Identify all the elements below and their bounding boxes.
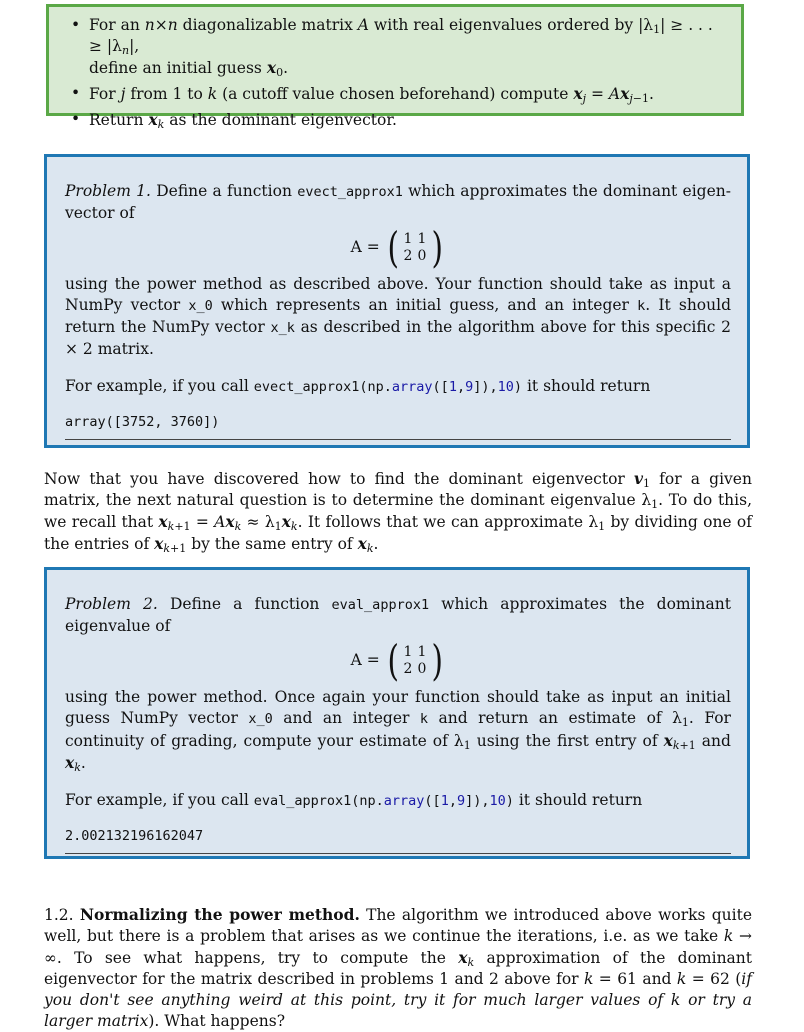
example-output: 2.002132196162047 <box>65 828 204 844</box>
text: . It follows that we can approximate λ <box>297 513 599 531</box>
matrix-entry: 2 <box>403 661 413 677</box>
italic-note: if you don't see anything weird at this point, try it for much larger values of k or try a larger matrix <box>44 970 752 1030</box>
problem-1-description <box>65 274 731 360</box>
function-name: evect_approx1 <box>297 184 403 200</box>
divider <box>65 439 731 440</box>
code: ) <box>513 379 523 395</box>
text: approximation of the dominant eigenvector for the matrix described in problems 1 and 2 above for <box>44 949 753 988</box>
text: The algorithm we introduced above works quite well, but there is a problem that arises as we continue the iterations, i.e. as we take <box>44 906 752 945</box>
text: by dividing one of the entries of <box>44 513 752 553</box>
algorithm-step-1: • For an n×n diagonalizable matrix A with real eigenvalues ordered by $|\lambda_1|$ ≥ . . . ≥ $|\lambda_n|$, define an initial guess $x_0$. <box>71 15 729 79</box>
function-name: eval_approx1 <box>331 597 430 613</box>
text: for a given matrix, the next natural question is to determine the dominant eigenvalue λ <box>44 470 752 509</box>
text: as the dominant eigenvector. <box>169 111 397 129</box>
text: and <box>642 970 672 988</box>
text: using the first entry of <box>476 732 658 750</box>
text: For <box>89 85 116 103</box>
matrix-entry: 0 <box>417 661 427 677</box>
text: . It should return the NumPy vector <box>65 296 732 336</box>
matrix-entry: 1 <box>403 644 413 660</box>
code: , <box>448 793 457 809</box>
problem-2-statement <box>65 594 731 637</box>
problem-2-label: Problem 2. <box>65 595 158 613</box>
code: array <box>383 793 425 809</box>
code: ([ <box>432 379 449 395</box>
code: evect_approx1(np. <box>253 379 392 395</box>
text: Return <box>89 111 144 129</box>
text: |, <box>129 37 140 55</box>
text: which represents an initial guess, and an integer <box>220 296 629 314</box>
matrix-name: A = <box>350 238 380 256</box>
problem-1-example <box>65 376 731 398</box>
problem-1-box <box>44 154 750 448</box>
text: diagonalizable matrix <box>182 16 353 34</box>
code: x_k <box>270 320 295 336</box>
text: with real eigenvalues ordered by |λ <box>373 16 654 34</box>
section-normalizing: 1.2. Normalizing the power method. The algorithm we introduced above works quite well, but there is a problem that arises as we continue the iterations, i.e. as we take k → ∞. To see what happens, try to compute the $x_k$ approximation of the dominant eigenvector for the matrix described in problems 1 and 2 above for k = 61 and k = 62 (if you don't see anything weird at this point, try it for much larger values of k or try a larger matrix). What happens? <box>44 905 753 1030</box>
code: ([ <box>424 793 441 809</box>
code: 10 <box>497 379 514 395</box>
text: define an initial guess <box>89 59 262 77</box>
problem-2-box <box>44 567 750 859</box>
matrix-equation <box>65 636 731 685</box>
problem-1-statement <box>65 181 731 224</box>
code: 9 <box>465 379 474 395</box>
section-number: 1.2. <box>44 906 74 924</box>
code: x_0 <box>248 711 273 727</box>
text: using the power method. Once again your function should take as input an initial guess NumPy vector <box>65 688 731 727</box>
text: by the same entry of <box>191 535 353 553</box>
text: and return an estimate of λ <box>438 709 682 727</box>
code: 1 <box>448 379 457 395</box>
example-call <box>254 793 514 809</box>
example-call <box>254 379 522 395</box>
matrix-entry: 1 <box>417 644 427 660</box>
text: it should return <box>518 791 643 809</box>
code: ]), <box>465 793 490 809</box>
text: as described in the algorithm above for this specific 2 × 2 matrix. <box>65 318 731 358</box>
matrix-entry: 2 <box>403 248 413 264</box>
problem-2-description: using the power method. Once again your function should take as input an initial guess NumPy vector x_0 and an integer k and return an estimate of $\lambda_1$. For continuity of grading, compute your estimate of $\lambda_1$ using the first entry of $x_{k+1}$ and $x_k$. <box>65 688 731 774</box>
algorithm-step-2: • For j from 1 to k (a cutoff value chosen beforehand) compute $x_j = Ax_{j-1}$. <box>71 83 729 105</box>
problem-1-label: Problem 1. <box>65 182 151 200</box>
text: using the power method as described above. Your function should take as input a NumPy vector <box>65 275 731 314</box>
text: it should return <box>526 377 651 395</box>
code: array <box>391 379 433 395</box>
code: x_0 <box>188 298 213 314</box>
text: . To see what happens, try to compute the <box>56 949 446 967</box>
text: For example, if you call <box>65 377 249 395</box>
text: For an <box>89 16 140 34</box>
text: Define a function <box>169 595 320 613</box>
code: ) <box>505 793 514 809</box>
matrix: ( 1 1 2 0 ) <box>387 223 443 272</box>
code: k <box>637 298 646 314</box>
text: ). What happens? <box>148 1012 286 1030</box>
code: eval_approx1(np. <box>253 793 384 809</box>
text: Define a function <box>156 182 292 200</box>
algorithm-box <box>46 4 744 131</box>
paragraph-eigenvalue: Now that you have discovered how to find the dominant eigenvector $v_1$ for a given matrix, the next natural question is to determine the dominant eigenvalue $\lambda_1$. To do this, we recall that $x_{k+1} = Ax_k \approx \lambda_1x_k$. It follows that we can approximate $\lambda_1$ by dividing one of the entries of $x_{k+1}$ by the same entry of $x_k$. <box>44 469 753 555</box>
matrix-name: A = <box>350 651 380 669</box>
matrix-entry: 1 <box>417 231 427 247</box>
problem-2-example <box>65 790 731 812</box>
algorithm-steps <box>49 7 741 131</box>
matrix-equation <box>65 223 731 272</box>
code: 10 <box>489 793 506 809</box>
text: (a cutoff value chosen beforehand) compute <box>222 85 569 103</box>
divider <box>65 853 731 854</box>
text: . To do this, we recall that <box>44 491 753 531</box>
text: For example, if you call <box>65 791 249 809</box>
algorithm-step-3: • Return $x_k$ as the dominant eigenvector. <box>71 109 729 131</box>
text: . For continuity of grading, compute your estimate of λ <box>65 709 731 750</box>
text: and an integer <box>283 709 410 727</box>
text: Now that you have discovered how to find the dominant eigenvector <box>44 470 625 488</box>
example-output: array([3752, 3760]) <box>65 414 220 430</box>
text: | ≥ . . . ≥ |λ <box>89 16 713 55</box>
code: 9 <box>456 793 466 809</box>
matrix-entry: 1 <box>403 231 413 247</box>
code: k <box>419 711 429 727</box>
section-title: Normalizing the power method. <box>79 905 360 924</box>
code: ]), <box>473 379 498 395</box>
text: from 1 to <box>130 85 203 103</box>
code: , <box>456 379 466 395</box>
matrix-entry: 0 <box>417 248 427 264</box>
text: and <box>701 732 731 750</box>
text: which approximates the dominant eigenvalue of <box>65 595 731 635</box>
text: which approximates the dominant eigen-vector of <box>65 182 731 222</box>
code: 1 <box>440 793 449 809</box>
matrix: ( 1 1 2 0 ) <box>387 636 443 685</box>
